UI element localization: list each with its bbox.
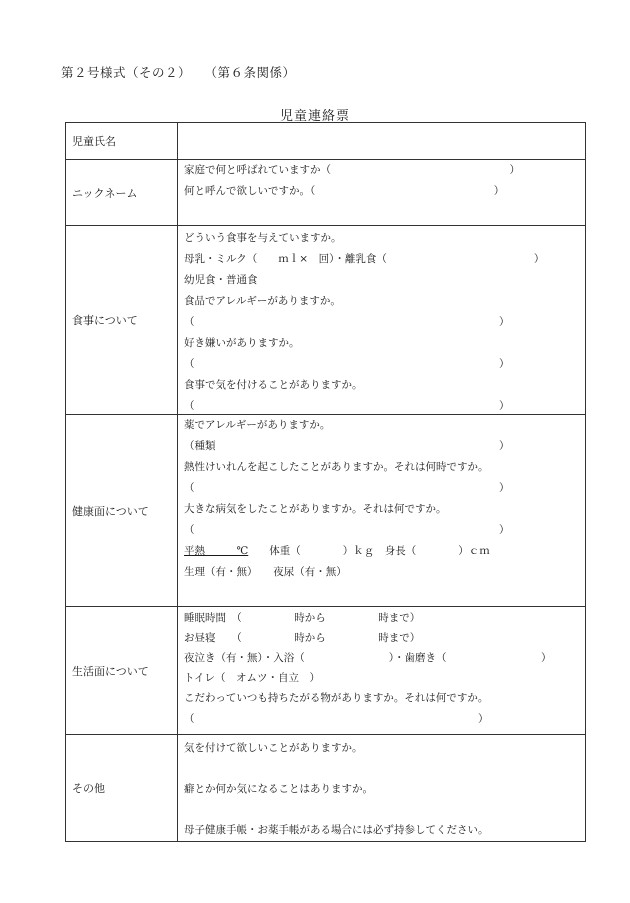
child-name-field[interactable] (178, 123, 586, 160)
row-child-name (66, 123, 586, 160)
label-nickname: ニックネーム (66, 160, 178, 226)
health-field[interactable] (178, 415, 586, 607)
nickname-field[interactable] (178, 160, 586, 226)
weight-height: 体重（ ）ｋｇ 身長（ ）ｃｍ (248, 545, 490, 557)
row-daily-life (66, 607, 586, 735)
life-line-2: お昼寝 （ 時から 時まで） (184, 632, 421, 644)
meals-line-7: （ ） (184, 358, 510, 370)
row-meals (66, 226, 586, 415)
meals-line-5: （ ） (184, 316, 510, 328)
row-other (66, 735, 586, 842)
normal-temperature: 平熱 ℃ (184, 545, 249, 557)
health-line-8: 生理（有・無） 夜尿（有・無） (184, 566, 347, 578)
health-line-1: 薬でアレルギーがありますか。 (184, 419, 331, 431)
form-number: 第２号様式（その２） (61, 65, 185, 80)
label-meals: 食事について (66, 226, 178, 415)
form-header (61, 63, 296, 81)
meals-line-8: 食事で気を付けることがありますか。 (184, 379, 363, 391)
nickname-line-2: 何と呼んで欲しいですか。（ ） (184, 185, 505, 197)
life-line-4: トイレ（ オムツ・自立 ） (184, 672, 320, 684)
label-child-name: 児童氏名 (66, 123, 178, 160)
meals-line-2: 母乳・ミルク（ ｍｌ× 回）・離乳食（ ） (184, 253, 545, 265)
document-title: 児童連絡票 (279, 109, 350, 124)
health-line-2: （種類 ） (184, 440, 510, 452)
meals-line-1: どういう食事を与えていますか。 (184, 232, 342, 244)
contact-form-table (65, 122, 586, 842)
other-field[interactable] (178, 735, 586, 842)
other-line-2: 癖とか何か気になることはありますか。 (184, 783, 373, 795)
meals-line-9: （ ） (184, 400, 510, 412)
life-line-1: 睡眠時間 （ 時から 時まで） (184, 612, 421, 624)
row-nickname (66, 160, 586, 226)
nickname-line-1: 家庭で何と呼ばれていますか（ ） (184, 164, 520, 176)
health-line-4: （ ） (184, 482, 510, 494)
row-health (66, 415, 586, 607)
other-line-3: 母子健康手帳・お薬手帳がある場合には必ず持参してください。 (184, 824, 489, 836)
health-line-5: 大きな病気をしたことがありますか。それは何ですか。 (184, 503, 447, 515)
meals-field[interactable] (178, 226, 586, 415)
meals-line-6: 好き嫌いがありますか。 (184, 337, 300, 349)
label-daily-life: 生活面について (66, 607, 178, 735)
meals-line-4: 食品でアレルギーがありますか。 (184, 295, 341, 307)
life-line-3: 夜泣き（有・無）・入浴（ ）・歯磨き（ ） (184, 652, 552, 664)
meals-line-3: 幼児食・普通食 (184, 274, 258, 286)
other-line-1: 気を付けて欲しいことがありますか。 (184, 742, 363, 754)
label-health: 健康面について (66, 415, 178, 607)
health-line-3: 熱性けいれんを起こしたことがありますか。それは何時ですか。 (184, 461, 489, 473)
health-line-6: （ ） (184, 524, 510, 536)
life-line-5: こだわっていつも持ちたがる物がありますか。それは何ですか。 (184, 692, 489, 704)
life-line-6: （ ） (184, 713, 489, 725)
article-reference: （第６条関係） (210, 65, 296, 80)
label-other: その他 (66, 735, 178, 842)
health-vitals-line (184, 544, 490, 558)
daily-life-field[interactable] (178, 607, 586, 735)
